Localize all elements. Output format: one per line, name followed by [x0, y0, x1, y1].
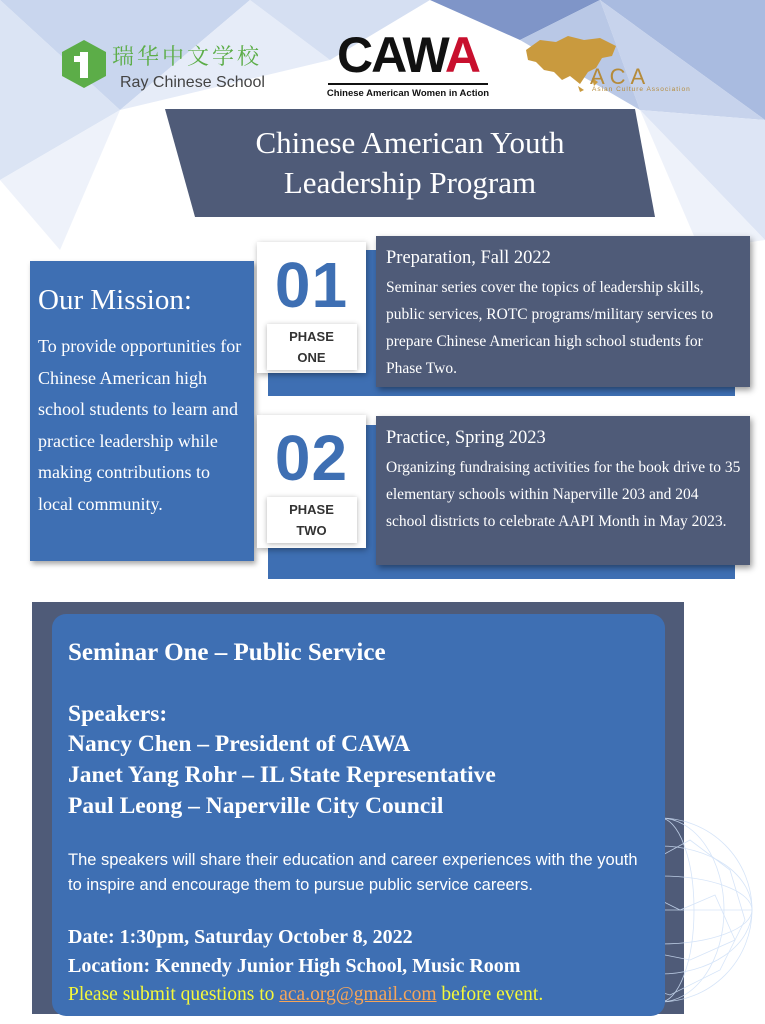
program-title-banner — [165, 109, 655, 217]
seminar-description: The speakers will share their education and career experiences with the youth to inspire and encourage them to pursue public service careers. — [68, 851, 638, 894]
mission-text: To provide opportunities for Chinese American high school students to learn and practice leadership while making contributions to local community. — [38, 336, 242, 514]
speaker-item: Janet Yang Rohr – IL State Representative — [68, 762, 496, 788]
cawa-letter: A — [371, 27, 403, 83]
phase-two-label-line1: PHASE — [289, 502, 334, 517]
mission-heading: Our Mission: — [38, 284, 192, 316]
seminar-location: Location: Kennedy Junior High School, Music Room — [68, 955, 521, 977]
submit-questions-note — [68, 980, 649, 1010]
phase-one-description-panel — [376, 236, 750, 387]
program-title-line2: Leadership Program — [283, 165, 537, 200]
phase-two-body: Organizing fundraising activities for the book drive to 35 elementary schools within Naperville 203 and 204 school districts to celebrate AAPI Month in May 2023. — [386, 459, 741, 530]
mission-panel — [30, 261, 254, 561]
submit-prefix: Please submit questions to — [68, 984, 280, 1005]
seminar-title: Seminar One – Public Service — [68, 639, 386, 666]
seminar-date: Date: 1:30pm, Saturday October 8, 2022 — [68, 926, 413, 948]
cawa-letter: A — [444, 27, 479, 83]
cawa-logo-subtitle: Chinese American Women in Action — [326, 88, 490, 99]
phase-one-heading: Preparation, Fall 2022 — [386, 248, 551, 268]
submit-suffix: before event. — [436, 984, 544, 1005]
speaker-item: Nancy Chen – President of CAWA — [68, 731, 411, 757]
cawa-letter: C — [336, 27, 372, 83]
phase-one-label-line2: ONE — [297, 350, 326, 365]
ray-logo-chinese-text: 瑞华中文学校 — [112, 45, 263, 70]
cawa-logo — [322, 27, 494, 100]
phase-one-label-line1: PHASE — [289, 329, 334, 344]
ray-logo-english-text: Ray Chinese School — [120, 74, 265, 91]
phase-one-badge — [257, 242, 366, 373]
seminar-panel — [52, 614, 665, 1016]
cawa-letter: W — [402, 27, 445, 83]
program-title — [165, 123, 655, 203]
phase-two-description-panel — [376, 416, 750, 565]
speakers-heading: Speakers: — [68, 701, 168, 727]
email-link[interactable]: aca.org@gmail.com — [279, 984, 437, 1005]
phase-two-label — [267, 497, 357, 543]
aca-logo — [522, 32, 722, 94]
cawa-logo-wordmark — [322, 27, 494, 83]
program-title-line1: Chinese American Youth — [255, 125, 565, 160]
phase-one-label — [267, 324, 357, 370]
cawa-logo-divider — [328, 83, 488, 85]
cawa-logo-text — [337, 27, 479, 83]
aca-logo-subtitle: Asian Culture Association — [592, 86, 691, 93]
phase-two-number: 02 — [274, 422, 349, 494]
phase-two-badge — [257, 415, 366, 548]
speaker-item: Paul Leong – Naperville City Council — [68, 793, 444, 819]
phase-one-body: Seminar series cover the topics of leadership skills, public services, ROTC programs/military services to prepare Chinese American high school students for Phase Two. — [386, 279, 714, 377]
aca-logo-text: ACA — [590, 64, 651, 89]
phase-one-number: 01 — [274, 249, 349, 321]
ray-chinese-school-logo — [62, 40, 302, 100]
phase-two-heading: Practice, Spring 2023 — [386, 428, 546, 448]
phase-two-label-line2: TWO — [296, 523, 327, 538]
ray-logo-hexagon-icon — [62, 40, 106, 88]
